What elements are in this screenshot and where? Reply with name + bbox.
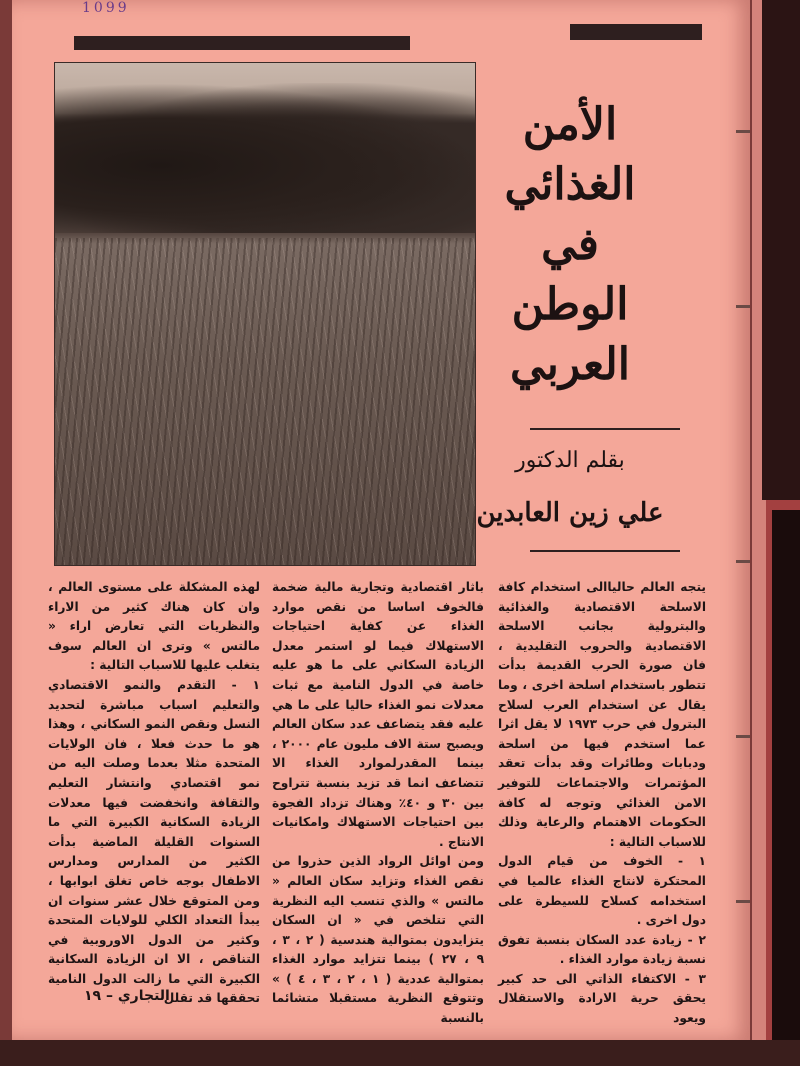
binding-staple bbox=[736, 305, 750, 308]
wheat-field-photo bbox=[54, 62, 476, 566]
cover-edge-top bbox=[762, 0, 800, 500]
tree-line bbox=[55, 83, 475, 233]
byline-rule-bottom bbox=[530, 550, 680, 552]
title-line-3: في bbox=[541, 219, 599, 270]
header-bar-right bbox=[570, 24, 702, 40]
title-line-2: الغذائي bbox=[504, 159, 636, 210]
handwritten-scribble: 1099 bbox=[82, 0, 130, 16]
binding-staple bbox=[736, 900, 750, 903]
text-column-middle: باثار اقتصادية وتجارية مالية ضخمة فالخوف اساسا من نقص موارد الغذاء عن كفاية احتياجات الاستهلاك فيما لو استمر معدل الزيادة السكاني على ما هو عليه خاصة في الدول النامية مع ثبات معدلات نمو الغذاء حاليا على ما هي عليه فقد يتضاعف عدد سكان العالم ويصبح ستة الاف مليون عام ٢٠٠٠ ، بينما المقدرلموارد الغذاء الا تتضاعف انما قد تزيد بنسبة تتراوح بين ٣٠ و ٤٠٪ وهناك تزداد الفجوة بين احتياجات الاستهلاك وامكانيات الانتاج . ومن اوائل الرواد الذين حذروا من نقص الغذاء وتزايد سكان العالم « مالتس » والذي تنسب اليه النظرية التي تتلخص في « ان السكان يتزايدون بمتوالية هندسية ( ٢ ، ٣ ، ٩ ، ٢٧ ) بينما تتزايد موارد الغذاء بمتوالية عددية ( ١ ، ٢ ، ٣ ، ٤ ) » وتتوقع النظرية مستقبلا متشائما بالنسبة bbox=[272, 580, 485, 1026]
cover-edge-bottom bbox=[772, 510, 800, 1040]
title-line-5: العربي bbox=[509, 339, 631, 390]
binding-staple bbox=[736, 130, 750, 133]
text-column-right: يتجه العالم حالياالى استخدام كافة الاسلحة الاقتصادية والغذائية والبترولية بجانب الاسلحة الاقتصادية والحروب التقليدية ، فان صورة الحرب القديمة بدأت تتطور باستخدام اسلحة اخرى ، وما يقال عن استخدام العرب لسلاح البترول في حرب ١٩٧٣ لا يقل اثرا عما استخدم فيها من اسلحة ودبابات وطائرات وقد بدأت تعقد المؤتمرات والاجتماعات للتوفير الامن الغذائي وتوجه له كافة الحكومات الاهتمام والرعاية وذلك للاسباب التالية : ١ - الخوف من قيام الدول المحتكرة لانتاج الغذاء عالميا في استخدامه كسلاح للسيطرة على دول اخرى . ٢ - زيادة عدد السكان بنسبة تفوق نسبة زيادة موارد الغذاء . ٣ - الاكتفاء الذاتي الى حد كبير يحقق حرية الارادة والاستقلال ويعود bbox=[498, 580, 706, 1026]
binding-staple bbox=[736, 560, 750, 563]
byline-rule-top bbox=[530, 428, 680, 430]
title-line-1: الأمن bbox=[522, 99, 618, 150]
header-bar-left bbox=[74, 36, 410, 50]
binding-staple bbox=[736, 735, 750, 738]
author-name: علي زين العابدين bbox=[476, 498, 664, 528]
next-page-edge bbox=[752, 0, 800, 1066]
page-footer: التجاري – ١٩ bbox=[84, 988, 170, 1004]
wheat-texture bbox=[55, 238, 475, 565]
table-surface bbox=[0, 1040, 800, 1066]
title-line-4: الوطن bbox=[511, 279, 629, 330]
text-column-left: لهذه المشكلة على مستوى العالم ، وان كان هناك كثير من الاراء والنظريات التي تعارض اراء « مالتس » وترى ان العالم سوف يتغلب عليها للاسباب التالية : ١ - التقدم والنمو الاقتصادي والتعليم اسباب مباشرة لتحديد النسل ونقص النمو السكاني ، وهذا هو ما حدث فعلا ، فان الولايات المتحدة مثلا بعدما وصلت اليه من نمو اقتصادي وانتشار التعليم والثقافة وانخفضت فيها معدلات الزيادة السكانية الكبيرة التي ما السنوات القليلة الماضية بدأت الكثير من المدارس ومدارس الاطفال بوجه خاص تغلق ابوابها ، ومن المتوقع خلال عشر سنوات ان يبدأ التعداد الكلي للولايات المتحدة وكثير من الدول الاوروبية في التناقص ، الا ان الزيادة السكانية الكبيرة التي ما زالت الدول النامية تحققها قد تقلل bbox=[48, 580, 260, 1006]
article-title bbox=[460, 95, 680, 395]
byline-prefix: بقلم الدكتور bbox=[515, 448, 625, 473]
magazine-page bbox=[12, 0, 750, 1040]
